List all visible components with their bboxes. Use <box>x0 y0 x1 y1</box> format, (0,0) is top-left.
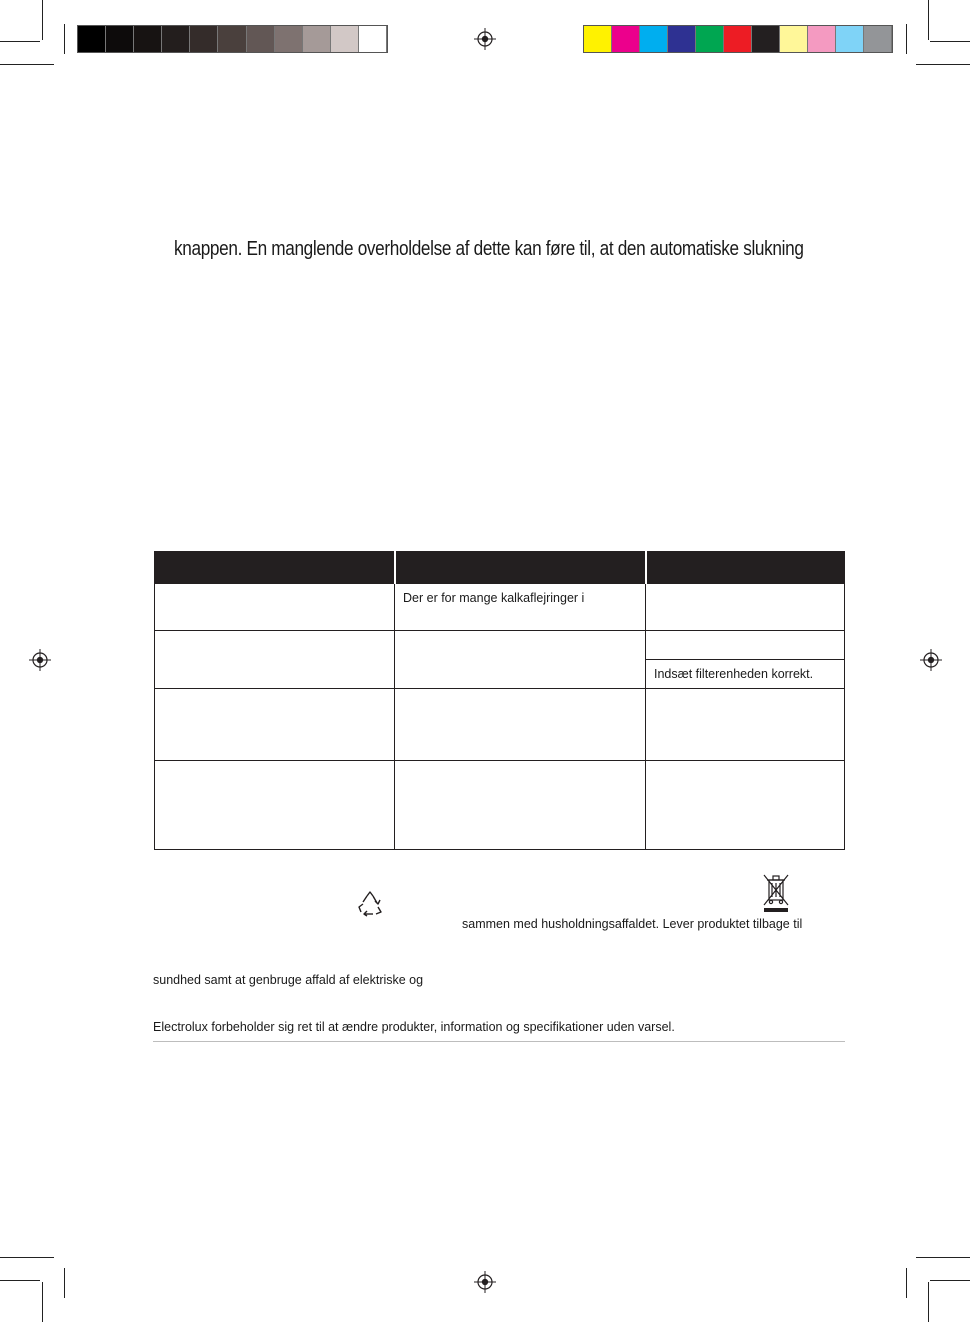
gray-swatch <box>303 26 331 52</box>
gray-swatch <box>331 26 359 52</box>
registration-mark-bottom <box>474 1271 496 1293</box>
color-swatch <box>864 26 892 52</box>
gray-swatch <box>134 26 162 52</box>
table-cell: Der er for mange kalkaflejringer i <box>395 584 646 631</box>
gray-swatch <box>106 26 134 52</box>
color-swatch <box>640 26 668 52</box>
gray-swatch <box>78 26 106 52</box>
color-swatch <box>696 26 724 52</box>
header-cell-cause <box>395 552 646 584</box>
table-cell <box>395 689 646 761</box>
gray-swatch <box>162 26 190 52</box>
table-row <box>155 584 845 631</box>
color-swatch <box>612 26 640 52</box>
color-swatch <box>584 26 612 52</box>
table-cell: Indsæt filterenheden korrekt. <box>646 660 845 689</box>
disposal-text-line-2: sundhed samt at genbruge affald af elektriske og <box>153 973 424 987</box>
footer-divider <box>153 1041 845 1042</box>
color-swatch <box>752 26 780 52</box>
footer-note: Electrolux forbeholder sig ret til at ændre produkter, information og specifikationer uden varsel. <box>153 1020 675 1034</box>
recycle-icon <box>356 890 384 918</box>
table-header-row <box>155 552 845 584</box>
registration-mark-left <box>29 649 51 671</box>
gray-swatch <box>275 26 303 52</box>
troubleshooting-table <box>154 551 845 850</box>
table-cell <box>395 761 646 850</box>
table-cell <box>646 631 845 660</box>
color-swatch <box>780 26 808 52</box>
table-cell <box>646 761 845 850</box>
table-cell <box>646 689 845 761</box>
table-row <box>155 631 845 660</box>
table-cell <box>155 689 395 761</box>
instruction-text: knappen. En manglende overholdelse af dette kan føre til, at den automatiske slukning <box>174 238 804 260</box>
gray-swatch <box>218 26 246 52</box>
table-cell <box>646 584 845 631</box>
table-cell <box>395 631 646 689</box>
color-swatch <box>808 26 836 52</box>
table-cell <box>155 584 395 631</box>
registration-mark-right <box>920 649 942 671</box>
color-swatch <box>836 26 864 52</box>
disposal-text-line-1: sammen med husholdningsaffaldet. Lever produktet tilbage til <box>462 917 803 931</box>
table-cell <box>155 631 395 689</box>
header-cell-problem <box>155 552 395 584</box>
crossed-out-bin-icon <box>761 872 791 914</box>
gray-swatch <box>190 26 218 52</box>
gray-swatch <box>247 26 275 52</box>
gray-swatch <box>359 26 387 52</box>
table-row <box>155 689 845 761</box>
registration-mark-top <box>474 28 496 50</box>
table-cell <box>155 761 395 850</box>
color-swatch <box>724 26 752 52</box>
header-cell-solution <box>646 552 845 584</box>
color-swatch <box>668 26 696 52</box>
table-row <box>155 761 845 850</box>
